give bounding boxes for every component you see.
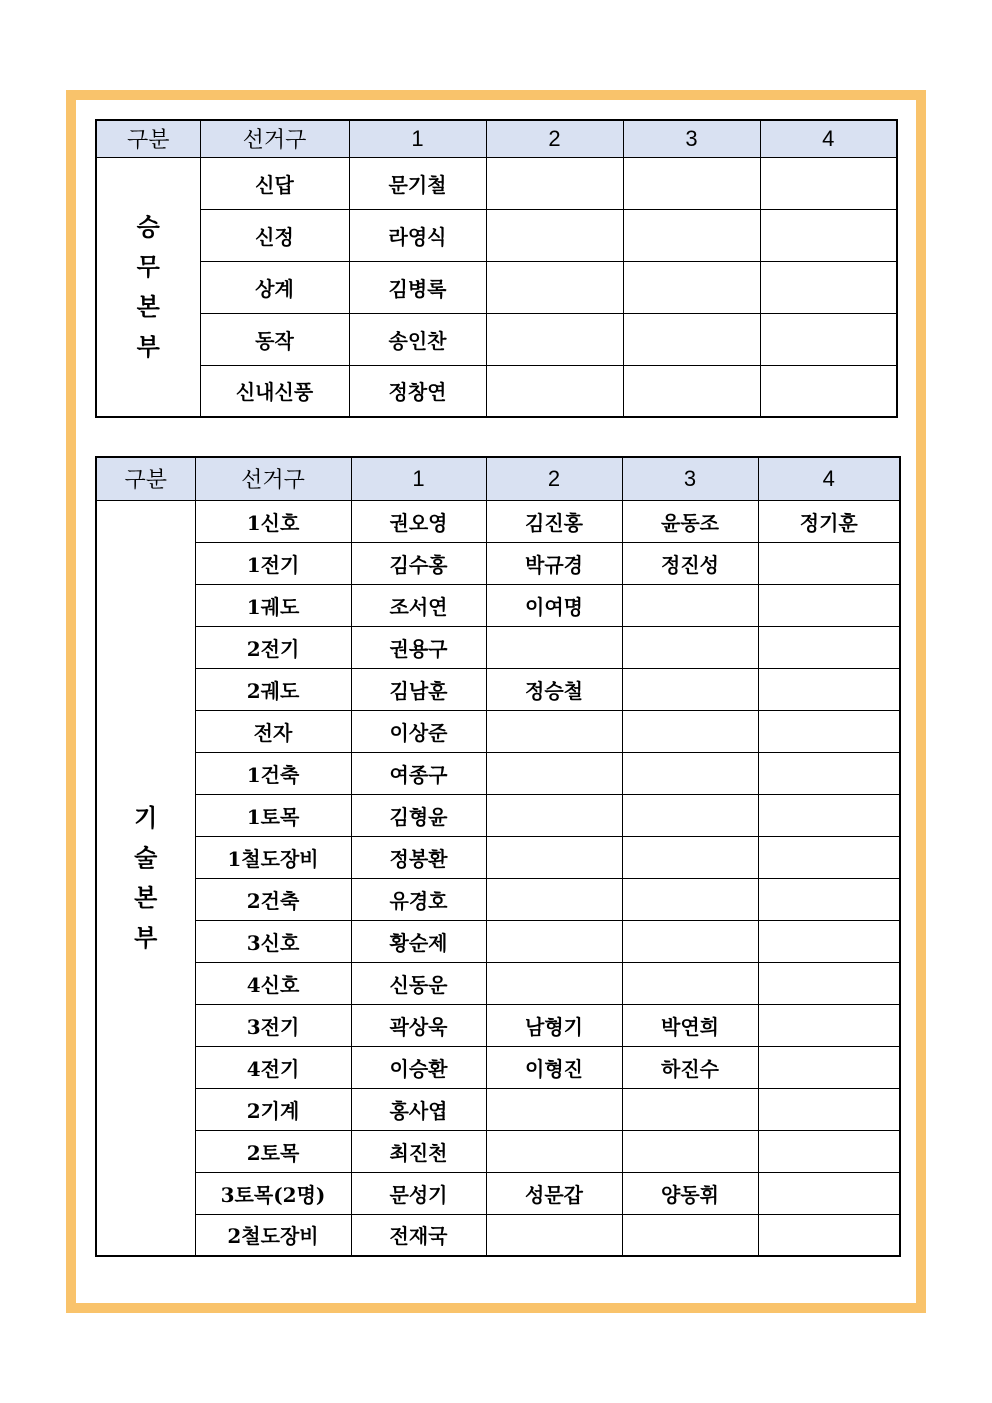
candidate-cell [622,1130,758,1172]
district-cell: 4신호 [195,962,351,1004]
candidate-cell: 정봉환 [351,836,486,878]
candidate-cell [623,157,760,209]
department-char: 부 [136,331,160,361]
district-cell: 동작 [200,313,349,365]
candidate-cell [758,1046,900,1088]
candidate-cell [622,1088,758,1130]
candidate-cell [758,878,900,920]
candidate-cell [758,794,900,836]
candidate-cell [486,710,622,752]
department-char: 기 [134,802,158,832]
candidate-cell: 정진성 [622,542,758,584]
department-cell [96,157,200,417]
candidate-cell: 윤동조 [622,500,758,542]
candidate-cell [760,209,897,261]
header-col-3: 3 [622,457,758,500]
candidate-cell: 문기철 [349,157,486,209]
table-row [96,1046,900,1088]
candidate-cell: 신동운 [351,962,486,1004]
candidate-cell: 성문갑 [486,1172,622,1214]
table-row [96,1130,900,1172]
candidate-cell [486,626,622,668]
candidate-cell [758,1214,900,1256]
candidate-cell [486,1130,622,1172]
candidate-cell [758,626,900,668]
candidate-cell [758,542,900,584]
header-col-4: 4 [758,457,900,500]
candidate-cell: 박연희 [622,1004,758,1046]
district-cell: 2토목 [195,1130,351,1172]
department-char: 본 [136,291,160,321]
header-col-2: 2 [486,457,622,500]
table-row [96,157,897,209]
district-cell: 1전기 [195,542,351,584]
technical-table [95,456,901,1257]
district-cell: 2기계 [195,1088,351,1130]
table-row [96,313,897,365]
candidate-cell: 이상준 [351,710,486,752]
district-cell: 신정 [200,209,349,261]
candidate-cell: 전재국 [351,1214,486,1256]
candidate-cell [622,962,758,1004]
district-cell: 상계 [200,261,349,313]
department-char: 본 [134,882,158,912]
candidate-cell: 여종구 [351,752,486,794]
district-cell: 2궤도 [195,668,351,710]
table-row [96,836,900,878]
candidate-cell [486,794,622,836]
district-cell: 신답 [200,157,349,209]
candidate-cell [760,365,897,417]
candidate-cell: 유경호 [351,878,486,920]
candidate-cell: 문성기 [351,1172,486,1214]
header-district: 선거구 [200,120,349,157]
candidate-cell [486,1214,622,1256]
candidate-cell [622,878,758,920]
candidate-cell: 최진천 [351,1130,486,1172]
district-cell: 3전기 [195,1004,351,1046]
candidate-cell [622,836,758,878]
table-row [96,878,900,920]
candidate-cell: 송인찬 [349,313,486,365]
candidate-cell [760,157,897,209]
candidate-cell [622,920,758,962]
header-col-1: 1 [349,120,486,157]
candidate-cell: 김진홍 [486,500,622,542]
candidate-cell: 조서연 [351,584,486,626]
candidate-cell: 이형진 [486,1046,622,1088]
department-char: 승 [136,211,160,241]
candidate-cell [486,1088,622,1130]
table-row [96,1214,900,1256]
header-row [96,457,900,500]
table-row [96,710,900,752]
candidate-cell [486,836,622,878]
candidate-cell: 라영식 [349,209,486,261]
candidate-cell: 김남훈 [351,668,486,710]
candidate-cell [486,752,622,794]
department-char: 무 [136,251,160,281]
header-col-4: 4 [760,120,897,157]
candidate-cell [486,920,622,962]
candidate-cell [758,710,900,752]
candidate-cell: 양동휘 [622,1172,758,1214]
candidate-cell: 김병록 [349,261,486,313]
table-row [96,626,900,668]
candidate-cell: 곽상욱 [351,1004,486,1046]
table-row [96,365,897,417]
candidate-cell [758,962,900,1004]
candidate-cell [623,209,760,261]
department-cell [96,500,195,1256]
district-cell: 2철도장비 [195,1214,351,1256]
candidate-cell [486,878,622,920]
candidate-cell [486,261,623,313]
department-char: 술 [134,842,158,872]
table-row [96,668,900,710]
candidate-cell: 하진수 [622,1046,758,1088]
district-cell: 2건축 [195,878,351,920]
header-col-2: 2 [486,120,623,157]
header-district: 선거구 [195,457,351,500]
table-row [96,794,900,836]
candidate-cell: 권용구 [351,626,486,668]
header-category: 구분 [96,457,195,500]
table-row [96,500,900,542]
candidate-cell [486,962,622,1004]
table-row [96,584,900,626]
candidate-cell [760,261,897,313]
table-row [96,920,900,962]
candidate-cell [758,1172,900,1214]
table-row [96,962,900,1004]
header-category: 구분 [96,120,200,157]
candidate-cell [758,920,900,962]
candidate-cell: 황순제 [351,920,486,962]
candidate-cell [623,261,760,313]
table-row [96,209,897,261]
district-cell: 신내신풍 [200,365,349,417]
candidate-cell: 남형기 [486,1004,622,1046]
table-row [96,1172,900,1214]
district-cell: 1토목 [195,794,351,836]
candidate-cell [486,365,623,417]
district-cell: 3토목(2명) [195,1172,351,1214]
header-col-3: 3 [623,120,760,157]
candidate-cell [486,209,623,261]
candidate-cell [758,752,900,794]
candidate-cell [486,313,623,365]
candidate-cell: 이승환 [351,1046,486,1088]
candidate-cell [758,584,900,626]
candidate-cell [760,313,897,365]
candidate-cell: 정승철 [486,668,622,710]
candidate-cell: 정창연 [349,365,486,417]
candidate-cell [623,365,760,417]
operations-table [95,119,898,418]
candidate-cell: 김수홍 [351,542,486,584]
candidate-cell [622,752,758,794]
candidate-cell [622,1214,758,1256]
department-char: 부 [134,922,158,952]
candidate-cell [758,1088,900,1130]
table-row [96,261,897,313]
candidate-cell: 정기훈 [758,500,900,542]
district-cell: 3신호 [195,920,351,962]
candidate-cell [758,1130,900,1172]
table-row [96,542,900,584]
candidate-cell [622,584,758,626]
candidate-cell: 김형윤 [351,794,486,836]
candidate-cell [758,668,900,710]
header-col-1: 1 [351,457,486,500]
table-row [96,1088,900,1130]
candidate-cell [486,157,623,209]
district-cell: 1신호 [195,500,351,542]
candidate-cell [758,836,900,878]
candidate-cell [623,313,760,365]
district-cell: 1건축 [195,752,351,794]
candidate-cell: 박규경 [486,542,622,584]
district-cell: 1철도장비 [195,836,351,878]
district-cell: 전자 [195,710,351,752]
header-row [96,120,897,157]
candidate-cell [622,626,758,668]
district-cell: 1궤도 [195,584,351,626]
district-cell: 2전기 [195,626,351,668]
candidate-cell: 권오영 [351,500,486,542]
candidate-cell: 홍사엽 [351,1088,486,1130]
table-row [96,752,900,794]
candidate-cell [622,794,758,836]
candidate-cell [622,710,758,752]
district-cell: 4전기 [195,1046,351,1088]
candidate-cell [622,668,758,710]
table-row [96,1004,900,1046]
candidate-cell: 이여명 [486,584,622,626]
candidate-cell [758,1004,900,1046]
